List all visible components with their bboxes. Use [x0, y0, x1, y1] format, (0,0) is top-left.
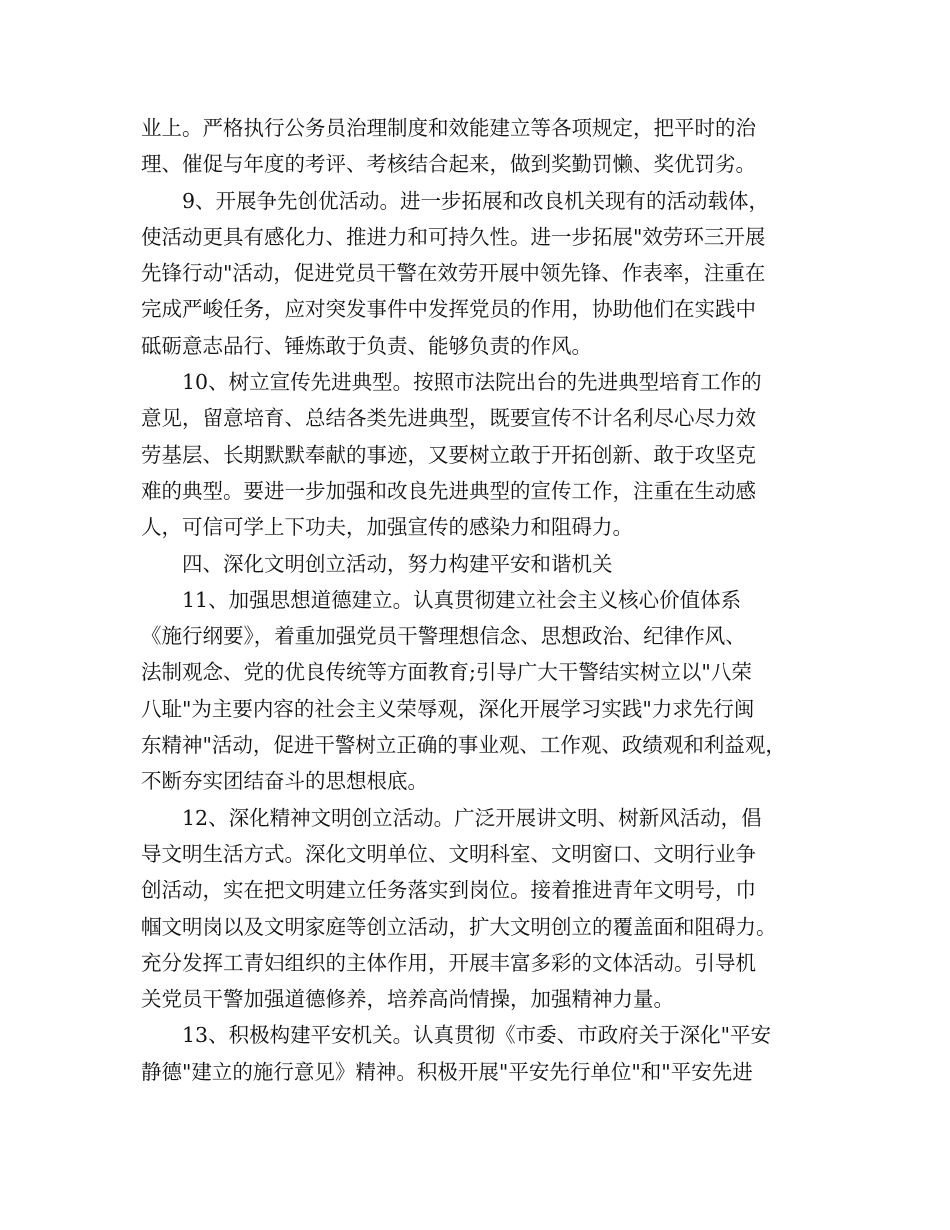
- text-line: 完成严峻任务，应对突发事件中发挥党员的作用，协助他们在实践中: [141, 297, 756, 322]
- text-line: 业上。严格执行公务员治理制度和效能建立等各项规定，把平时的治: [141, 116, 756, 140]
- text-line: 八耻"为主要内容的社会主义荣辱观，深化开展学习实践"力求先行闽: [141, 696, 755, 721]
- text-line: 充分发挥工青妇组织的主体作用，开展丰富多彩的文体活动。引导机: [141, 950, 756, 975]
- document-body: [141, 110, 811, 1090]
- text-line: 东精神"活动，促进干警树立正确的事业观、工作观、政绩观和利益观，: [141, 733, 786, 758]
- paragraph-start-line: 10、树立宣传先进典型。按照市法院出台的先进典型培育工作的: [182, 370, 762, 395]
- text-line: 砥砺意志品行、锤炼敢于负责、能够负责的作风。: [141, 333, 592, 358]
- text-line: 难的典型。要进一步加强和改良先进典型的宣传工作，注重在生动感: [141, 478, 756, 503]
- paragraph-start-line: 12、深化精神文明创立活动。广泛开展讲文明、树新风活动，倡: [182, 805, 762, 830]
- text-line: 意见，留意培育、总结各类先进典型，既要宣传不计名利尽心尽力效: [141, 406, 756, 431]
- text-line: 劳基层、长期默默奉献的事迹，又要树立敢于开拓创新、敢于攻坚克: [141, 442, 756, 467]
- text-line: 人，可信可学上下功夫，加强宣传的感染力和阻碍力。: [141, 515, 633, 540]
- text-line: 理、催促与年度的考评、考核结合起来，做到奖勤罚懒、奖优罚劣。: [141, 152, 756, 177]
- text-line: 《施行纲要》，着重加强党员干警理想信念、思想政治、纪律作风、: [141, 624, 746, 649]
- paragraph-start-line: 13、积极构建平安机关。认真贯彻《市委、市政府关于深化"平安: [182, 1023, 772, 1048]
- text-line: 使活动更具有感化力、推进力和可持久性。进一步拓展"效劳环三开展: [141, 224, 766, 249]
- text-line: 导文明生活方式。深化文明单位、文明科室、文明窗口、文明行业争: [141, 841, 756, 866]
- text-line: 静德"建立的施行意见》精神。积极开展"平安先行单位"和"平安先进: [141, 1059, 753, 1084]
- text-line: 帼文明岗以及文明家庭等创立活动，扩大文明创立的覆盖面和阻碍力。: [141, 914, 777, 939]
- text-line: 创活动，实在把文明建立任务落实到岗位。接着推进青年文明号，巾: [141, 878, 756, 903]
- text-line: 关党员干警加强道德修养，培养高尚情操，加强精神力量。: [141, 987, 674, 1012]
- text-line: 法制观念、党的优良传统等方面教育;引导广大干警结实树立以"八荣: [141, 660, 752, 685]
- text-line: 先锋行动"活动，促进党员干警在效劳开展中领先锋、作表率，注重在: [141, 261, 766, 286]
- text-line: 不断夯实团结奋斗的思想根底。: [141, 769, 428, 794]
- paragraph-start-line: 11、加强思想道德建立。认真贯彻建立社会主义核心价值体系: [182, 587, 742, 612]
- paragraph-start-line: 9、开展争先创优活动。进一步拓展和改良机关现有的活动载体，: [182, 188, 770, 213]
- section-heading: 四、深化文明创立活动，努力构建平安和谐机关: [182, 551, 613, 576]
